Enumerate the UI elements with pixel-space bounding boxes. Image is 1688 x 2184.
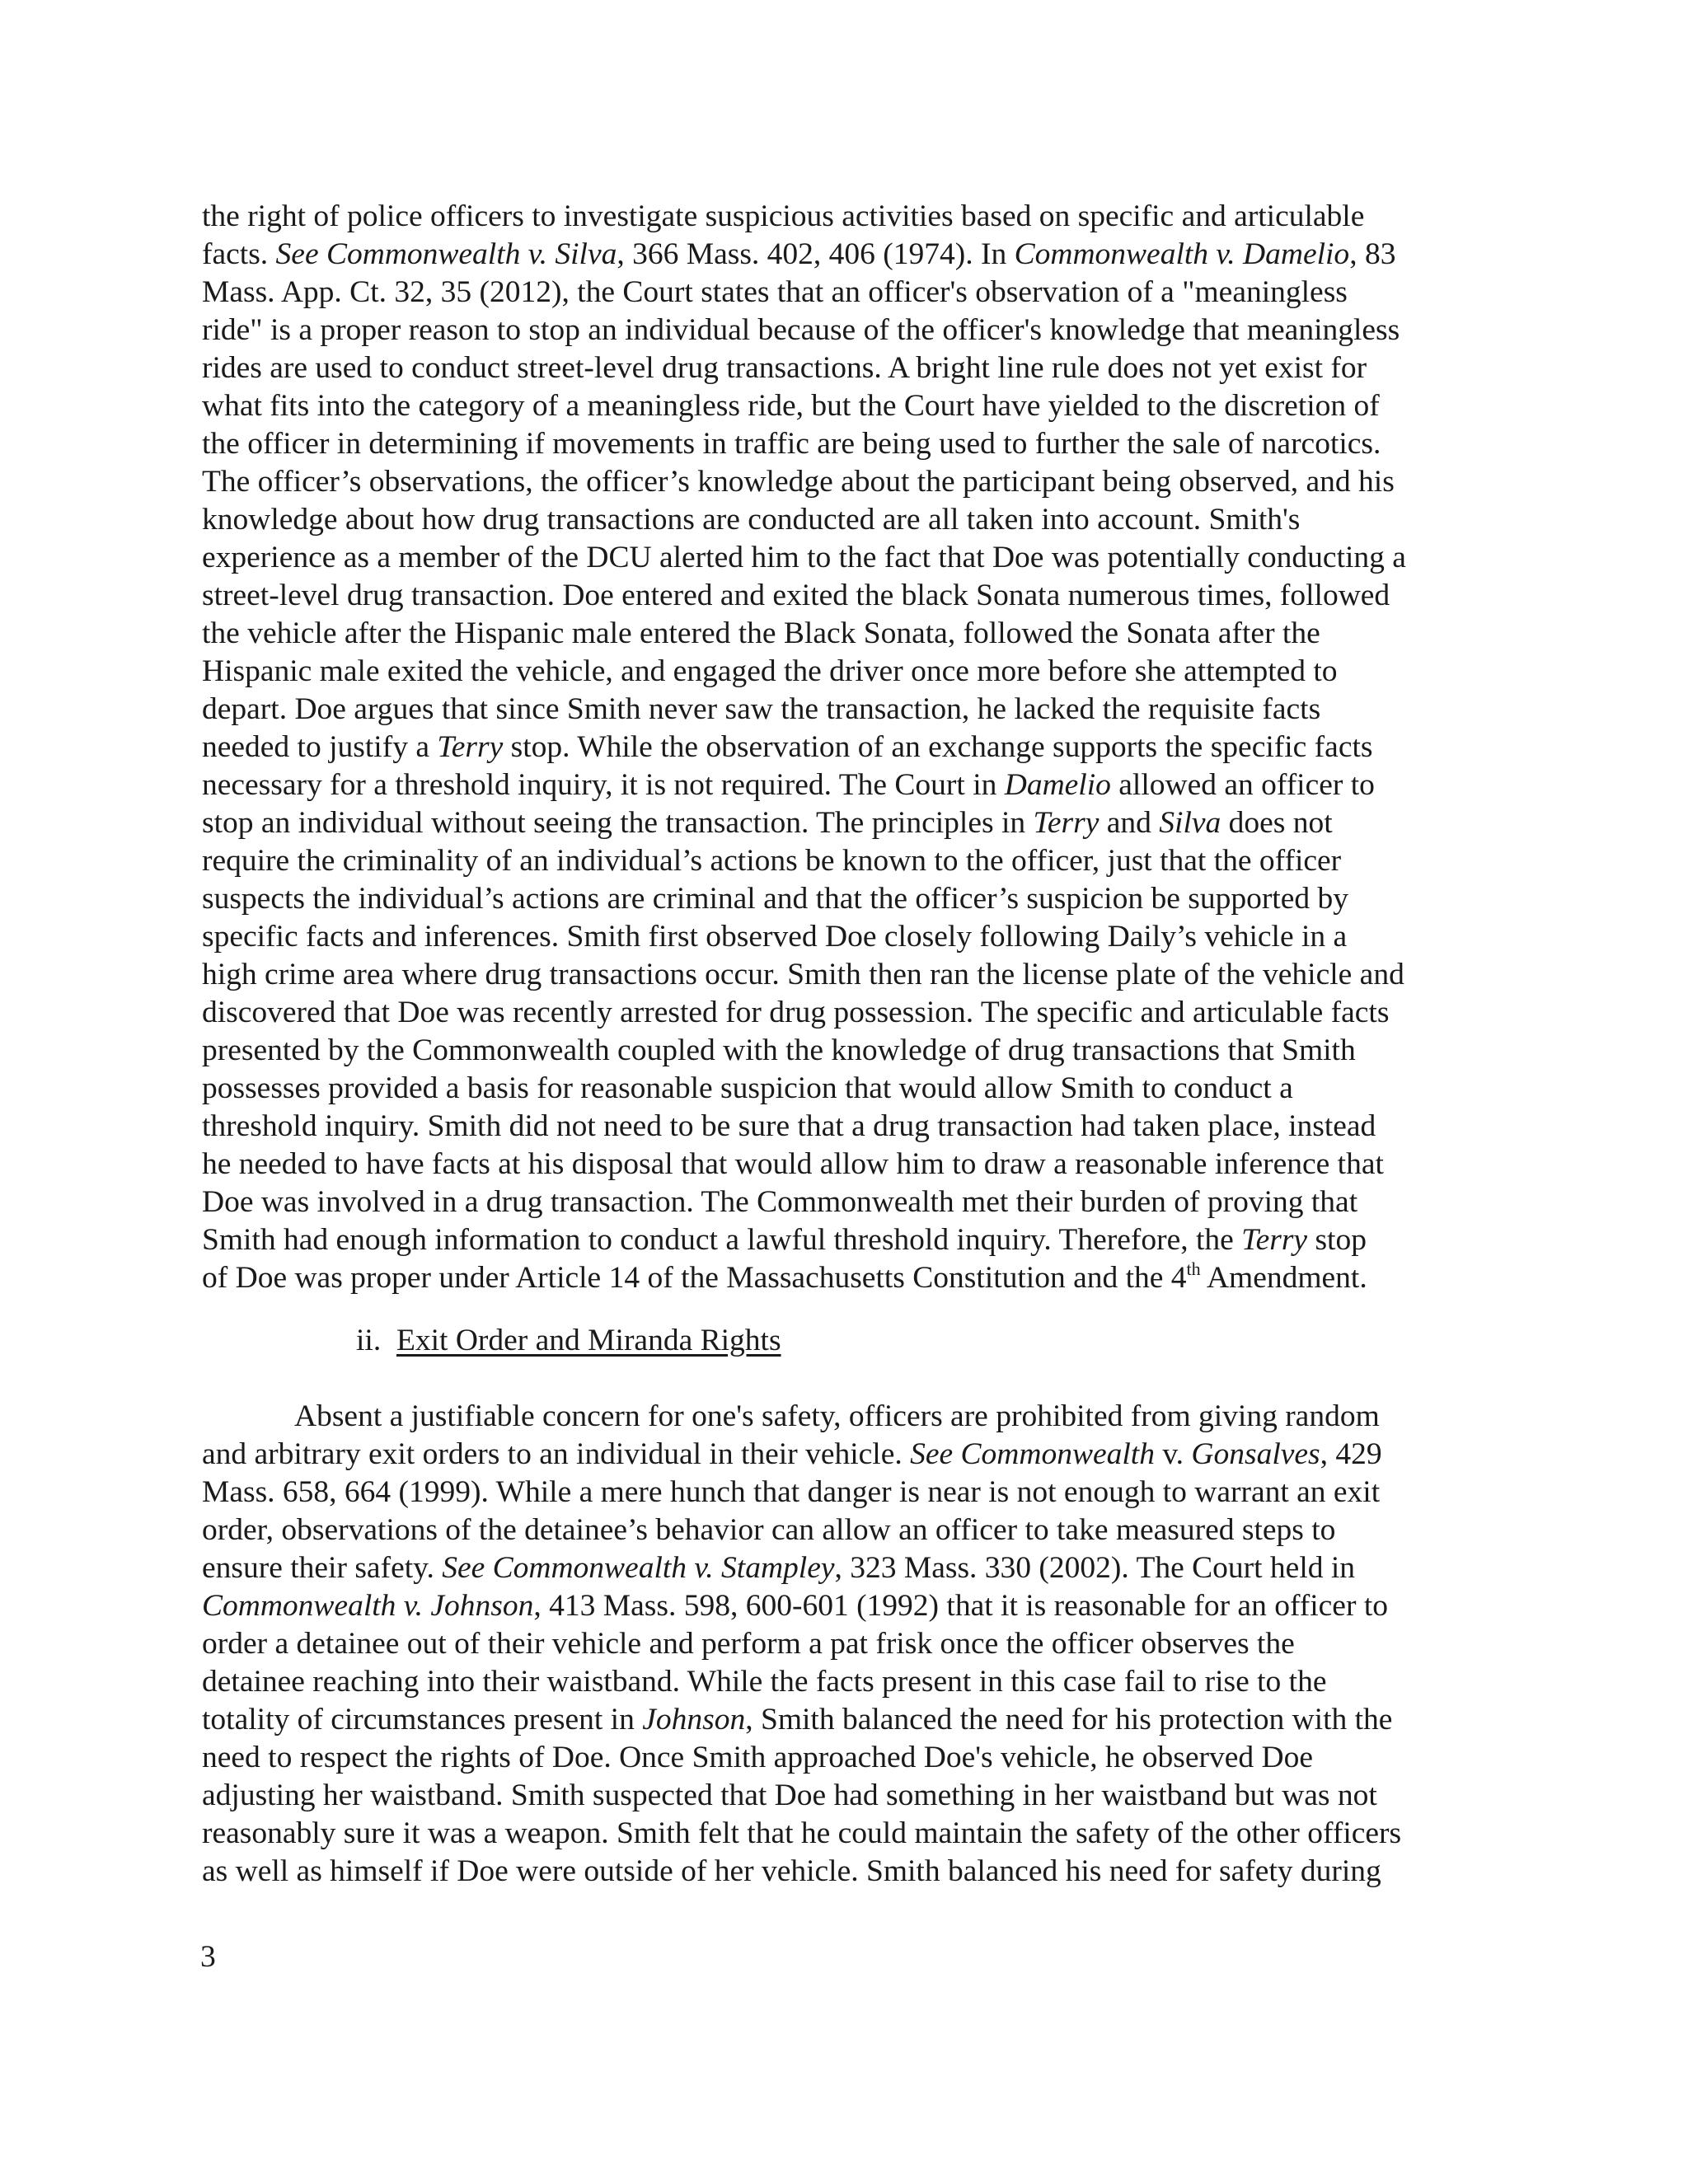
- text-run: totality of circumstances present in: [202, 1703, 643, 1736]
- text-run: , Smith balanced the need for his protection with the: [745, 1703, 1393, 1736]
- text-run: Absent a justifiable concern for one's safety, officers are prohibited from giving random: [294, 1399, 1380, 1433]
- text-line: [202, 1777, 1377, 1815]
- text-line: [202, 387, 1380, 425]
- text-line: [202, 842, 1341, 880]
- text-run: street-level drug transaction. Doe entered and exited the black Sonata numerous times, followed: [202, 579, 1390, 612]
- case-citation: Gonsalves: [1191, 1437, 1320, 1471]
- text-line: [202, 539, 1406, 577]
- case-citation: See Commonwealth v. Silva: [275, 237, 617, 271]
- section-heading: [356, 1322, 781, 1360]
- text-line: [202, 956, 1404, 994]
- text-run: ride" is a proper reason to stop an individual because of the officer's knowledge that meaningless: [202, 313, 1400, 347]
- text-run: Hispanic male exited the vehicle, and engaged the driver once more before she attempted to: [202, 654, 1338, 688]
- text-line: [202, 766, 1375, 804]
- case-citation: Johnson: [642, 1703, 746, 1736]
- text-run: order a detainee out of their vehicle and perform a pat frisk once the officer observes the: [202, 1627, 1295, 1661]
- case-citation: See Commonwealth: [910, 1437, 1155, 1471]
- text-run: stop an individual without seeing the transaction. The principles in: [202, 806, 1034, 840]
- text-run: Doe was involved in a drug transaction. The Commonwealth met their burden of proving that: [202, 1185, 1358, 1219]
- text-line: [202, 1221, 1367, 1259]
- text-line: [202, 918, 1347, 956]
- text-run: require the criminality of an individual’s actions be known to the officer, just that the officer: [202, 844, 1342, 878]
- case-citation: Silva: [1159, 806, 1221, 840]
- text-line: [202, 1739, 1313, 1777]
- text-line: [202, 274, 1348, 312]
- case-citation: Terry: [1033, 806, 1100, 840]
- text-run: the right of police officers to investigate suspicious activities based on specific and articulable: [202, 199, 1365, 233]
- text-line: [202, 1259, 1367, 1297]
- text-run: depart. Doe argues that since Smith never saw the transaction, he lacked the requisite facts: [202, 692, 1321, 726]
- text-run: , 323 Mass. 330 (2002). The Court held in: [834, 1551, 1356, 1585]
- text-line: [202, 615, 1320, 653]
- text-line: [202, 1474, 1380, 1511]
- text-line: [202, 1070, 1293, 1108]
- text-line: [294, 1398, 1380, 1436]
- text-line: [202, 1108, 1376, 1146]
- text-line: [202, 236, 1395, 274]
- text-run: stop. While the observation of an exchange supports the specific facts: [503, 730, 1373, 764]
- text-run: Smith had enough information to conduct a lawful threshold inquiry. Therefore, the: [202, 1223, 1242, 1257]
- text-run: the officer in determining if movements in traffic are being used to further the sale of narcotics.: [202, 427, 1381, 461]
- text-line: [202, 804, 1333, 842]
- section-numeral: ii.: [356, 1324, 382, 1357]
- text-run: the vehicle after the Hispanic male entered the Black Sonata, followed the Sonata after the: [202, 616, 1320, 650]
- text-run: threshold inquiry. Smith did not need to be sure that a drug transaction had taken place, instead: [202, 1109, 1376, 1143]
- text-run: reasonably sure it was a weapon. Smith felt that he could maintain the safety of the other officers: [202, 1816, 1402, 1850]
- text-run: Mass. App. Ct. 32, 35 (2012), the Court states that an officer's observation of a "meaningless: [202, 275, 1348, 309]
- section-title: Exit Order and Miranda Rights: [396, 1324, 781, 1357]
- text-line: [202, 1146, 1384, 1183]
- case-citation: Damelio: [1004, 768, 1111, 802]
- text-run: of Doe was proper under Article 14 of the Massachusetts Constitution and the 4: [202, 1261, 1187, 1295]
- case-citation: Terry: [1241, 1223, 1308, 1257]
- text-line: [202, 1032, 1356, 1070]
- text-line: [202, 729, 1372, 766]
- superscript: th: [1186, 1258, 1201, 1279]
- text-line: [202, 1436, 1382, 1474]
- text-run: high crime area where drug transactions occur. Smith then ran the license plate of the vehicle and: [202, 958, 1404, 991]
- text-run: ensure their safety.: [202, 1551, 443, 1585]
- text-line: [202, 312, 1400, 349]
- text-run: presented by the Commonwealth coupled with the knowledge of drug transactions that Smith: [202, 1033, 1356, 1067]
- text-line: [202, 1701, 1392, 1739]
- text-run: necessary for a threshold inquiry, it is not required. The Court in: [202, 768, 1005, 802]
- text-line: [202, 994, 1389, 1032]
- case-citation: Commonwealth v. Johnson: [202, 1589, 534, 1623]
- text-run: adjusting her waistband. Smith suspected that Doe had something in her waistband but was not: [202, 1779, 1377, 1812]
- case-citation: Commonwealth v. Damelio: [1014, 237, 1350, 271]
- text-run: and arbitrary exit orders to an individual in their vehicle.: [202, 1437, 911, 1471]
- text-run: Mass. 658, 664 (1999). While a mere hunch that danger is near is not enough to warrant an exit: [202, 1475, 1381, 1509]
- text-run: v.: [1154, 1437, 1192, 1471]
- text-run: rides are used to conduct street-level drug transactions. A bright line rule does not yet exist for: [202, 351, 1367, 385]
- text-run: stop: [1307, 1223, 1367, 1257]
- text-run: he needed to have facts at his disposal that would allow him to draw a reasonable inference that: [202, 1147, 1384, 1181]
- text-line: [202, 425, 1381, 463]
- case-citation: See Commonwealth v. Stampley: [442, 1551, 835, 1585]
- text-run: specific facts and inferences. Smith first observed Doe closely following Daily’s vehicle in a: [202, 920, 1348, 954]
- text-line: [202, 1511, 1335, 1549]
- text-line: [202, 653, 1338, 691]
- text-run: Amendment.: [1200, 1261, 1367, 1295]
- text-line: [202, 501, 1300, 539]
- text-run: does not: [1221, 806, 1333, 840]
- text-run: , 83: [1349, 237, 1396, 271]
- text-line: [202, 198, 1364, 236]
- page-number: 3: [200, 1940, 216, 1974]
- text-run: as well as himself if Doe were outside of her vehicle. Smith balanced his need for safety during: [202, 1854, 1381, 1888]
- text-run: allowed an officer to: [1110, 768, 1375, 802]
- text-run: what fits into the category of a meaningless ride, but the Court have yielded to the discretion of: [202, 389, 1380, 423]
- text-line: [202, 1587, 1388, 1625]
- text-line: [202, 880, 1348, 918]
- text-line: [202, 1625, 1295, 1663]
- text-line: [202, 1549, 1355, 1587]
- text-line: [202, 1853, 1381, 1891]
- text-run: experience as a member of the DCU alerted him to the fact that Doe was potentially conducting a: [202, 541, 1406, 574]
- text-run: need to respect the rights of Doe. Once Smith approached Doe's vehicle, he observed Doe: [202, 1741, 1313, 1774]
- text-run: and: [1099, 806, 1160, 840]
- text-run: , 413 Mass. 598, 600-601 (1992) that it is reasonable for an officer to: [533, 1589, 1388, 1623]
- text-line: [202, 1663, 1326, 1701]
- case-citation: Terry: [437, 730, 504, 764]
- text-run: discovered that Doe was recently arrested for drug possession. The specific and articulable facts: [202, 996, 1390, 1029]
- text-run: needed to justify a: [202, 730, 438, 764]
- text-line: [202, 1183, 1357, 1221]
- text-run: , 429: [1320, 1437, 1382, 1471]
- text-run: , 366 Mass. 402, 406 (1974). In: [617, 237, 1015, 271]
- text-run: facts.: [202, 237, 276, 271]
- text-line: [202, 1815, 1401, 1853]
- text-line: [202, 463, 1395, 501]
- text-run: possesses provided a basis for reasonable suspicion that would allow Smith to conduct a: [202, 1071, 1293, 1105]
- text-line: [202, 577, 1390, 615]
- text-run: The officer’s observations, the officer’s knowledge about the participant being observed, and his: [202, 465, 1395, 499]
- text-line: [202, 691, 1320, 729]
- text-run: suspects the individual’s actions are criminal and that the officer’s suspicion be supported by: [202, 882, 1348, 916]
- text-run: detainee reaching into their waistband. While the facts present in this case fail to rise to the: [202, 1665, 1327, 1699]
- text-line: [202, 349, 1367, 387]
- text-run: order, observations of the detainee’s behavior can allow an officer to take measured steps to: [202, 1513, 1336, 1547]
- text-run: knowledge about how drug transactions are conducted are all taken into account. Smith's: [202, 503, 1301, 537]
